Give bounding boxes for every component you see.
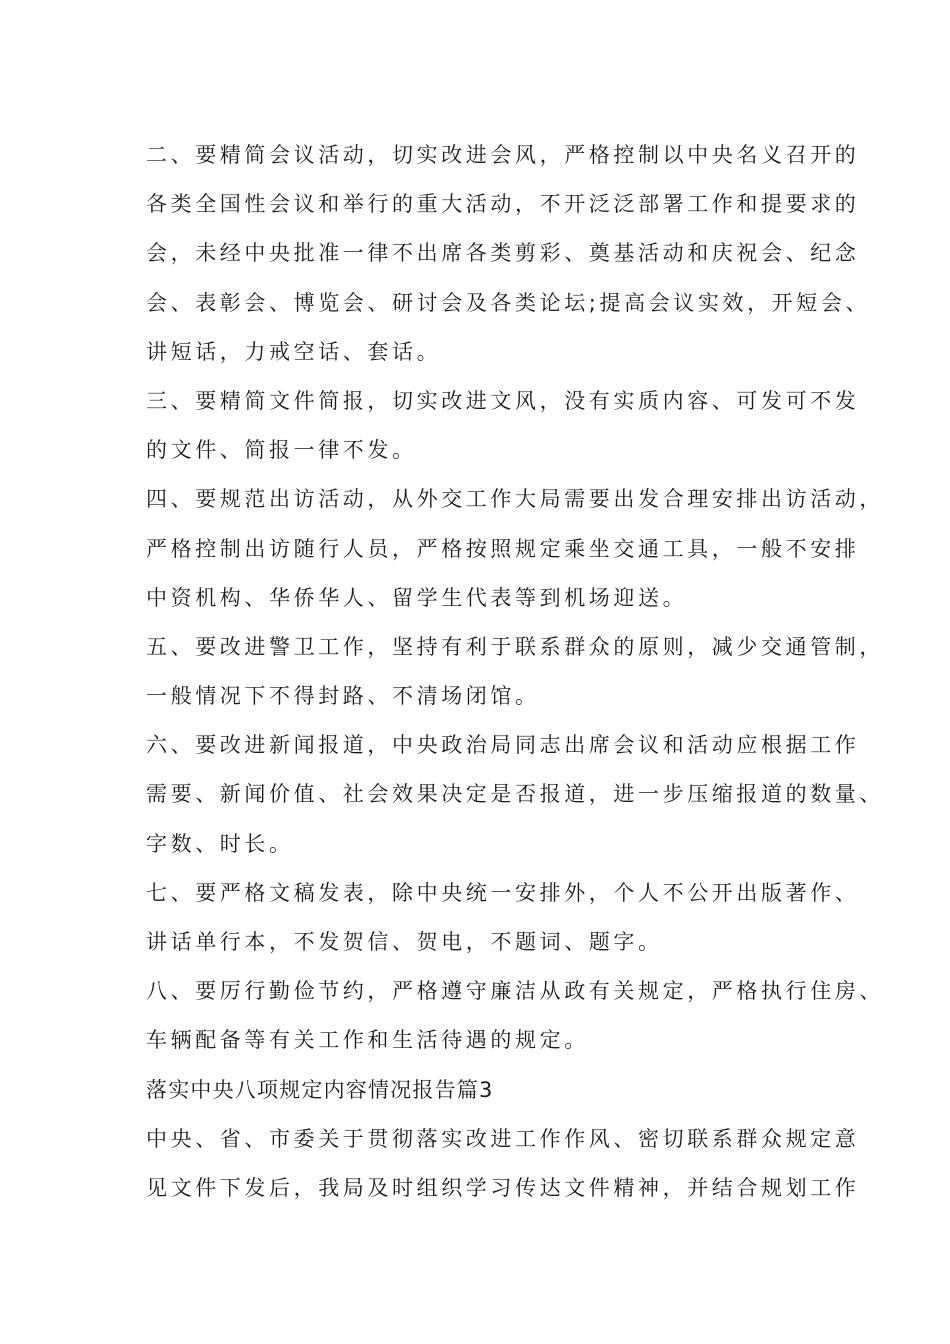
text-line: 见文件下发后，我局及时组织学习传达文件精神，并结合规划工作: [146, 1175, 860, 1200]
text-line: 一般情况下不得封路、不清场闭馆。: [146, 684, 540, 709]
text-line: 讲话单行本，不发贺信、贺电，不题词、题字。: [146, 930, 663, 954]
text-line: 车辆配备等有关工作和生活待遇的规定。: [146, 1028, 589, 1053]
text-line: 严格控制出访随行人员，严格按照规定乘坐交通工具，一般不安排: [146, 536, 860, 561]
text-line: 需要、新闻价值、社会效果决定是否报道，进一步压缩报道的数量、: [146, 782, 884, 807]
text-line: 会，未经中央批准一律不出席各类剪彩、奠基活动和庆祝会、纪念: [146, 241, 860, 266]
section-heading: 落实中央八项规定内容情况报告篇3: [146, 1077, 494, 1102]
text-line: 字数、时长。: [146, 831, 294, 856]
text-line: 四、要规范出访活动，从外交工作大局需要出发合理安排出访活动，: [146, 487, 884, 512]
text-line: 二、要精简会议活动，切实改进会风，严格控制以中央名义召开的: [146, 143, 860, 167]
document-body: [146, 131, 884, 1213]
text-line: 会、表彰会、博览会、研讨会及各类论坛;提高会议实效，开短会、: [146, 290, 871, 315]
text-line: 中资机构、华侨华人、留学生代表等到机场迎送。: [146, 585, 688, 610]
text-line: 五、要改进警卫工作，坚持有利于联系群众的原则，减少交通管制，: [146, 634, 884, 659]
text-line: 八、要厉行勤俭节约，严格遵守廉洁从政有关规定，严格执行住房、: [146, 979, 884, 1004]
text-line: 中央、省、市委关于贯彻落实改进工作作风、密切联系群众规定意: [146, 1126, 860, 1151]
text-line: 七、要严格文稿发表，除中央统一安排外，个人不公开出版著作、: [146, 880, 860, 905]
text-line: 讲短话，力戒空话、套话。: [146, 339, 442, 364]
text-line: 六、要改进新闻报道，中央政治局同志出席会议和活动应根据工作: [146, 733, 860, 758]
text-line: 各类全国性会议和举行的重大活动，不开泛泛部署工作和提要求的: [146, 192, 860, 217]
text-line: 三、要精简文件简报，切实改进文风，没有实质内容、可发可不发: [146, 388, 860, 413]
text-line: 的文件、简报一律不发。: [146, 438, 417, 463]
